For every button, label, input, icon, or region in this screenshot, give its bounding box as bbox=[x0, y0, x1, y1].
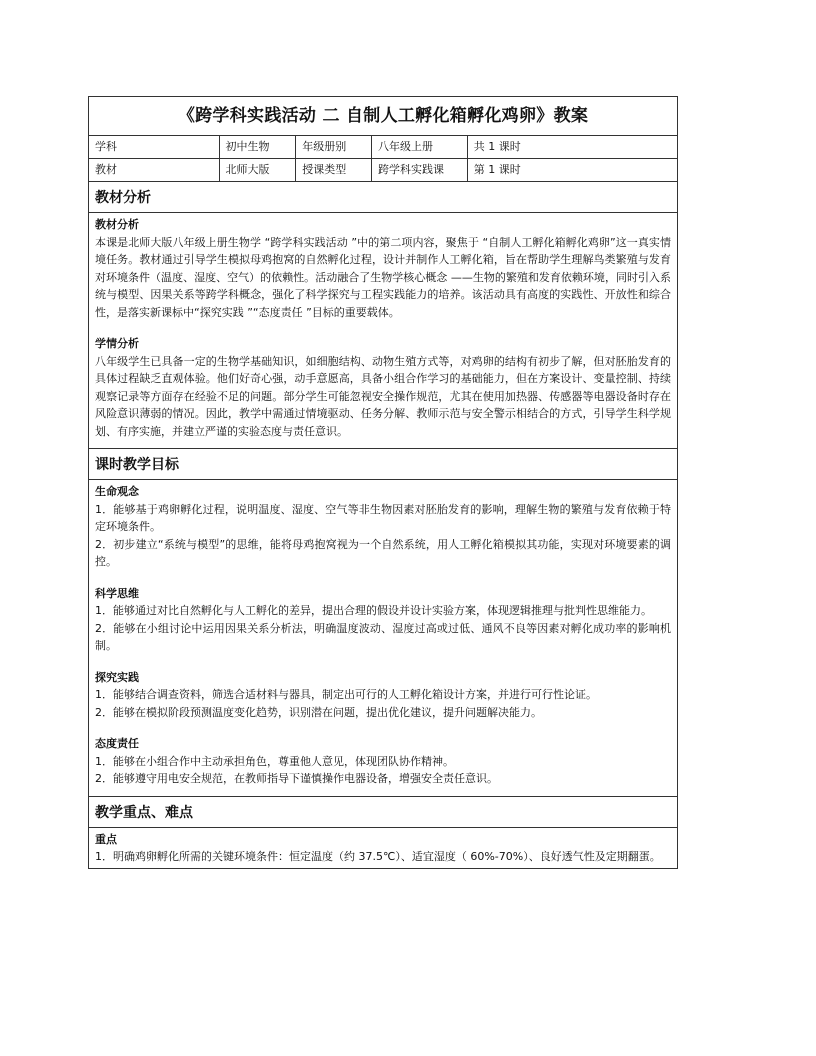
objective-group-title: 生命观念 bbox=[95, 485, 139, 498]
objective-item: 1．能够基于鸡卵孵化过程，说明温度、湿度、空气等非生物因素对胚胎发育的影响，理解生物的繁殖与发育依赖于特定环境条件。 bbox=[95, 502, 671, 533]
analysis-body bbox=[89, 213, 677, 449]
total-periods: 共 1 课时 bbox=[473, 140, 521, 153]
objective-item: 1．能够在小组合作中主动承担角色，尊重他人意见，体现团队协作精神。 bbox=[95, 754, 454, 768]
objective-item: 2．能够在小组讨论中运用因果关系分析法，明确温度波动、湿度过高或过低、通风不良等因素对孵化成功率的影响机制。 bbox=[95, 621, 671, 652]
objectives-body bbox=[89, 480, 677, 797]
subject-value: 初中生物 bbox=[220, 136, 297, 158]
objectives-heading: 课时教学目标 bbox=[89, 449, 677, 480]
textbook-analysis-title: 教材分析 bbox=[95, 218, 139, 231]
lesson-type-value: 跨学科实践课 bbox=[372, 159, 468, 181]
objective-item: 2．初步建立“系统与模型”的思维，能将母鸡抱窝视为一个自然系统，用人工孵化箱模拟其功能，实现对环境要素的调控。 bbox=[95, 537, 671, 568]
keypoints-heading: 教学重点、难点 bbox=[89, 797, 677, 828]
textbook-analysis-text: 本课是北师大版八年级上册生物学 “跨学科实践活动 ”中的第二项内容，聚焦于 “自制人工孵化箱孵化鸡卵”这一真实情境任务。教材通过引导学生模拟母鸡抱窝的自然孵化过程，设计并制作人工孵化箱，旨在帮助学生理解鸟类繁殖与发育对环境条件（温度、湿度、空气）的依赖性。活动融合了生物学核心概念 ——生物的繁殖和发育依赖环境，同时引入系统与模型、因果关系等跨学科概念，强化了科学探究与工程实践能力的培养。该活动具有高度的实践性、开放性和综合性，是落实新课标中“探究实践 ”“态度责任 ”目标的重要载体。 bbox=[95, 235, 671, 319]
objective-group-title: 科学思维 bbox=[95, 586, 139, 600]
keypoints-body bbox=[89, 828, 677, 868]
objective-group-title: 态度责任 bbox=[95, 737, 139, 750]
objective-item: 2．能够遵守用电安全规范，在教师指导下谨慎操作电器设备，增强安全责任意识。 bbox=[95, 772, 498, 785]
grade-label: 年级册别 bbox=[296, 136, 372, 158]
objective-item: 2．能够在模拟阶段预测温度变化趋势，识别潜在问题，提出优化建议，提升问题解决能力。 bbox=[95, 705, 542, 719]
objective-group-title: 探究实践 bbox=[95, 670, 139, 684]
objective-item: 1．能够通过对比自然孵化与人工孵化的差异，提出合理的假设并设计实验方案，体现逻辑推理与批判性思维能力。 bbox=[95, 604, 652, 617]
grade-value: 八年级上册 bbox=[372, 136, 468, 158]
info-row-1 bbox=[89, 136, 677, 159]
document-title: 《跨学科实践活动 二 自制人工孵化箱孵化鸡卵》教案 bbox=[89, 97, 677, 136]
lesson-plan-document bbox=[88, 96, 678, 869]
student-analysis-text: 八年级学生已具备一定的生物学基础知识，如细胞结构、动物生殖方式等，对鸡卵的结构有初步了解，但对胚胎发育的具体过程缺乏直观体验。他们好奇心强，动手意愿高，具备小组合作学习的基础能力，但在方案设计、变量控制、持续观察记录等方面存在经验不足的问题。部分学生可能忽视安全操作规范，尤其在使用加热器、传感器等电器设备时存在风险意识薄弱的情况。因此，教学中需通过情境驱动、任务分解、教师示范与安全警示相结合的方式，引导学生科学规划、有序实施，并建立严谨的实验态度与责任意识。 bbox=[95, 354, 671, 438]
objective-item: 1．能够结合调查资料，筛选合适材料与器具，制定出可行的人工孵化箱设计方案，并进行可行性论证。 bbox=[95, 688, 597, 701]
textbook-value: 北师大版 bbox=[220, 159, 297, 181]
textbook-label: 教材 bbox=[89, 159, 220, 181]
analysis-heading: 教材分析 bbox=[89, 182, 677, 213]
student-analysis-title: 学情分析 bbox=[95, 337, 139, 350]
subject-label: 学科 bbox=[89, 136, 220, 158]
info-row-2 bbox=[89, 159, 677, 182]
lesson-type-label: 授课类型 bbox=[296, 159, 372, 181]
current-period: 第 1 课时 bbox=[473, 163, 521, 176]
focus-title: 重点 bbox=[95, 832, 117, 846]
focus-item: 1．明确鸡卵孵化所需的关键环境条件：恒定温度（约 37.5℃）、适宜湿度（ 60%-70%）、良好透气性及定期翻蛋。 bbox=[95, 850, 661, 863]
